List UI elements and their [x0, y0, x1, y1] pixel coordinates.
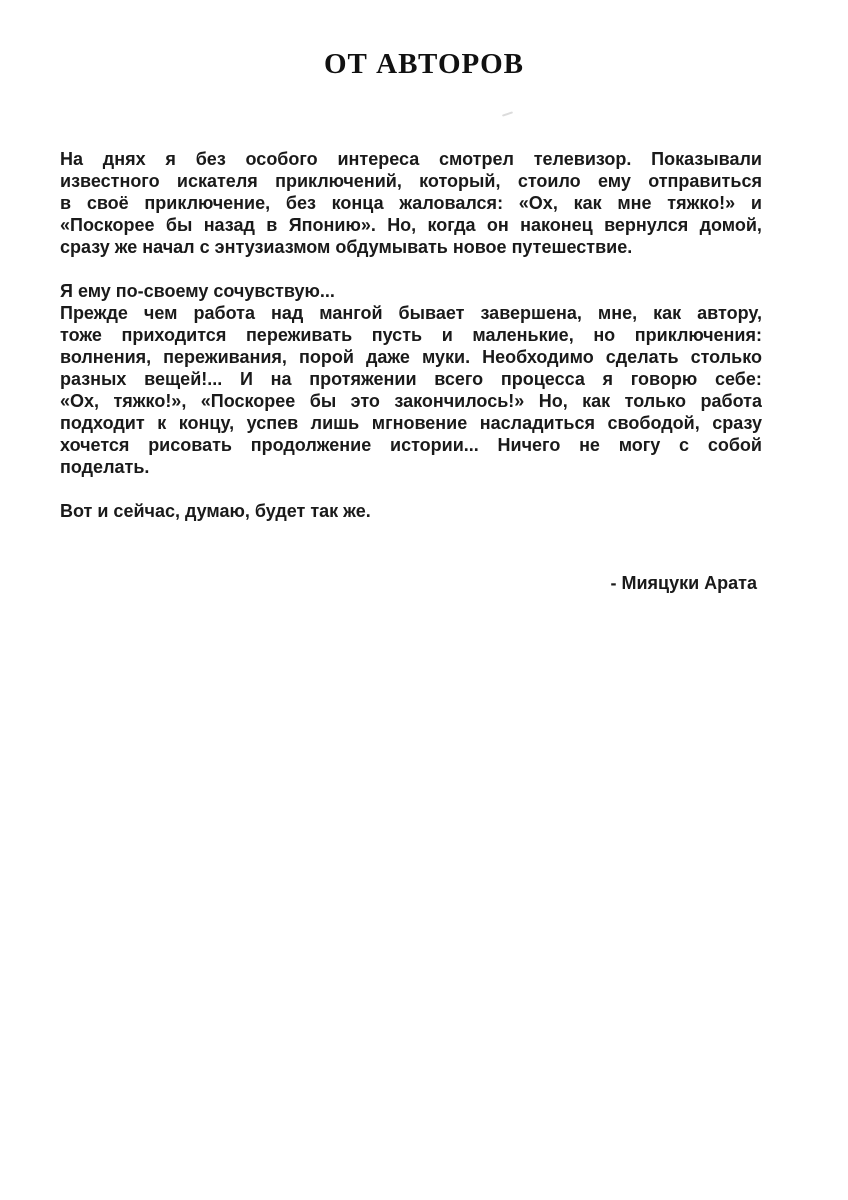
text-line: известного искателя приключений, который, стоило ему отправиться	[60, 171, 762, 191]
text-line: Я ему по-своему сочувствую...	[60, 281, 335, 301]
author-signature: - Мияцуки Арата	[610, 573, 757, 593]
text-line: подходит к концу, успев лишь мгновение насладиться свободой, сразу	[60, 413, 762, 433]
page-title: ОТ АВТОРОВ	[323, 48, 524, 80]
text-line: разных вещей!... И на протяжении всего процесса я говорю себе:	[60, 369, 762, 389]
paragraph-sympathy	[60, 280, 762, 302]
text-line: хочется рисовать продолжение истории... Ничего не могу с собой	[60, 435, 762, 455]
text-line: «Ох, тяжко!», «Поскорее бы это закончилось!» Но, как только работа	[60, 391, 762, 411]
scan-artifact	[502, 111, 513, 116]
text-line: «Поскорее бы назад в Японию». Но, когда он наконец вернулся домой,	[60, 215, 762, 235]
paragraph-manga-work	[60, 302, 762, 478]
paragraph-conclusion	[60, 500, 762, 522]
text-line: сразу же начал с энтузиазмом обдумывать новое путешествие.	[60, 237, 633, 257]
text-line: в своё приключение, без конца жаловался: «Ох, как мне тяжко!» и	[60, 193, 762, 213]
text-line: волнения, переживания, порой даже муки. Необходимо сделать столько	[60, 347, 762, 367]
text-line: На днях я без особого интереса смотрел телевизор. Показывали	[60, 149, 762, 169]
text-line: Прежде чем работа над мангой бывает завершена, мне, как автору,	[60, 303, 762, 323]
paragraph-tv-story	[60, 148, 762, 258]
text-line: Вот и сейчас, думаю, будет так же.	[60, 501, 371, 521]
text-line: поделать.	[60, 457, 150, 477]
afterword-text	[60, 148, 762, 594]
text-line: тоже приходится переживать пусть и маленькие, но приключения:	[60, 325, 762, 345]
